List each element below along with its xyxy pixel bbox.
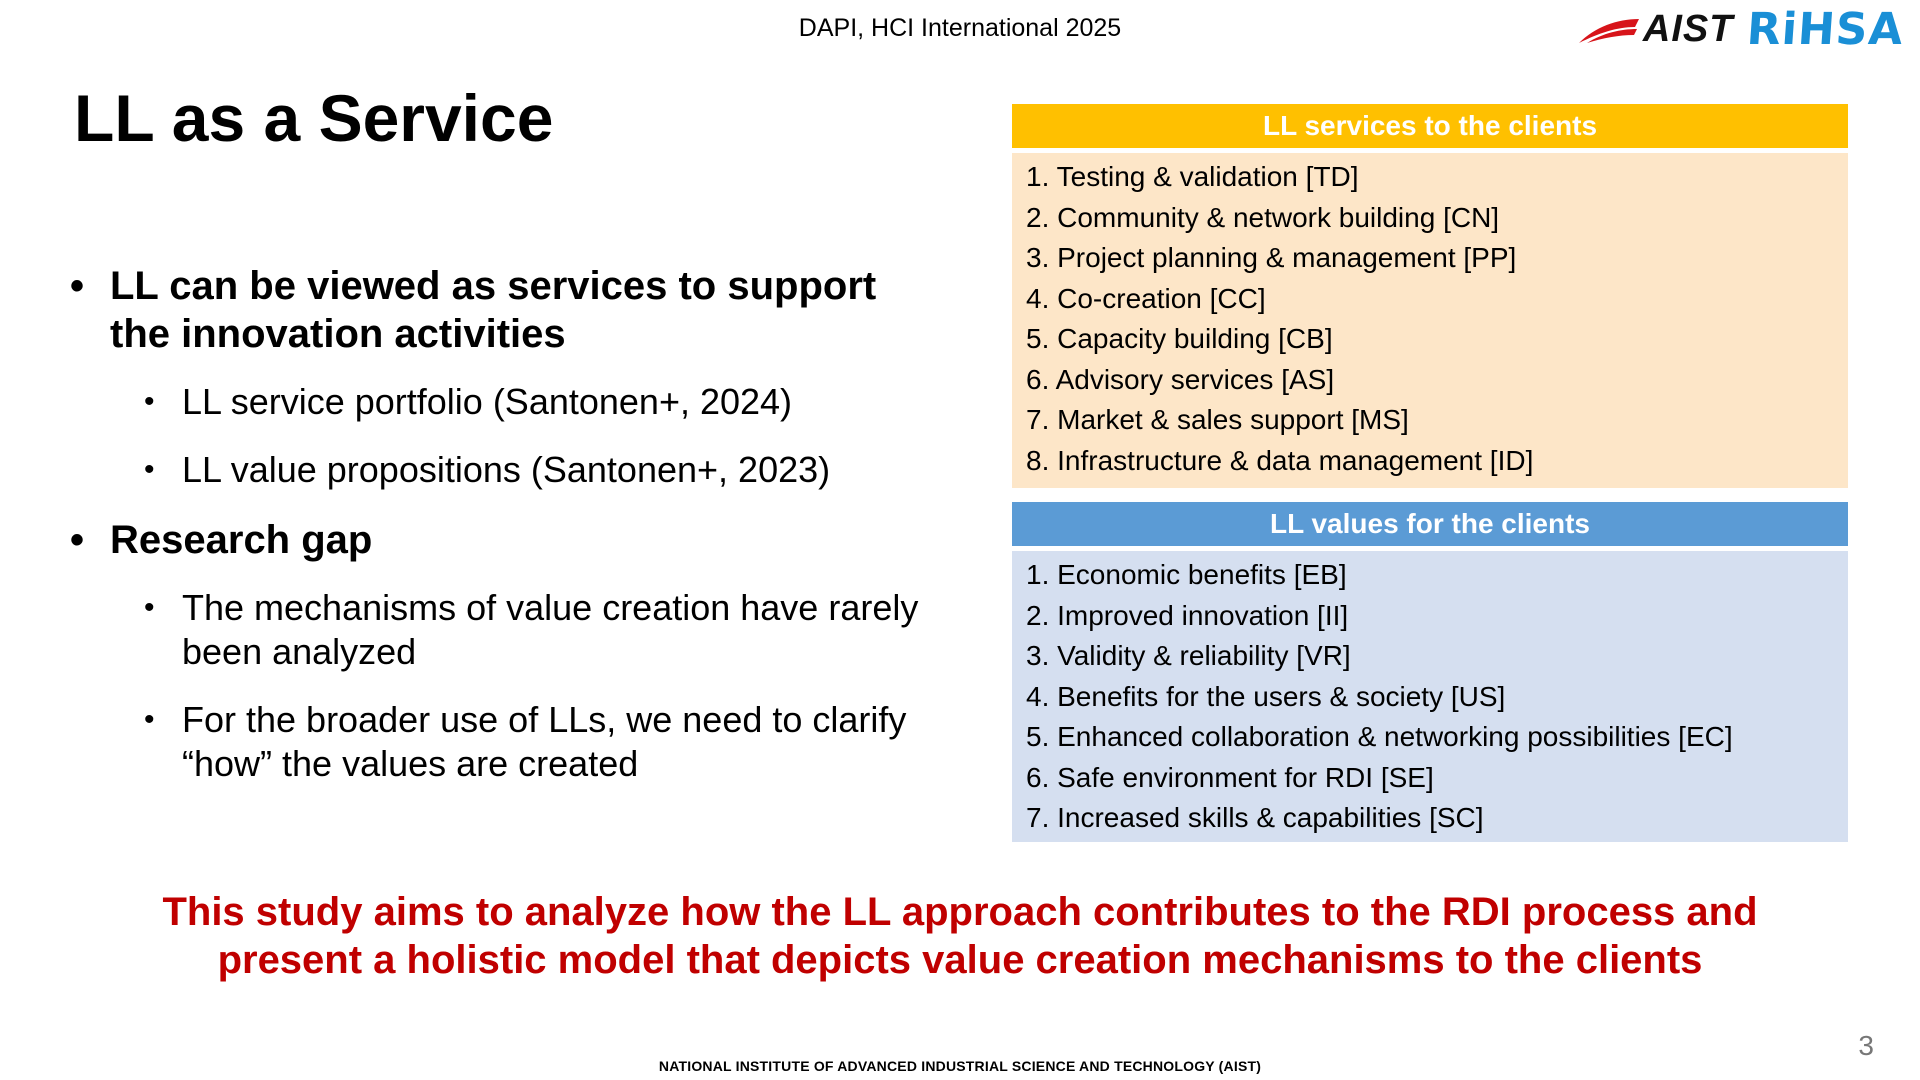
sub-bullet-item bbox=[70, 380, 940, 424]
service-item: 5. Capacity building [CB] bbox=[1026, 323, 1333, 354]
value-item: 5. Enhanced collaboration & networking possibilities [EC] bbox=[1026, 721, 1733, 752]
value-item: 2. Improved innovation [II] bbox=[1026, 599, 1349, 631]
bullet-item bbox=[70, 516, 940, 564]
bullet-dot: • bbox=[144, 703, 155, 736]
bullet-text: LL can be viewed as services to support the innovation activities bbox=[110, 264, 877, 356]
bullet-dot: • bbox=[70, 518, 85, 562]
services-panel bbox=[1012, 104, 1848, 488]
logos bbox=[1577, 4, 1904, 55]
service-item: 1. Testing & validation [TD] bbox=[1026, 161, 1359, 192]
conclusion-line: This study aims to analyze how the LL approach contributes to the RDI process and bbox=[162, 890, 1758, 934]
sub-bullet-text: LL value propositions (Santonen+, 2023) bbox=[182, 449, 831, 490]
rihsa-logo: RiHSA bbox=[1745, 4, 1906, 55]
footer-institute: NATIONAL INSTITUTE OF ADVANCED INDUSTRIAL SCIENCE AND TECHNOLOGY (AIST) bbox=[658, 1058, 1262, 1074]
service-item: 3. Project planning & management [PP] bbox=[1026, 242, 1517, 273]
service-item: 6. Advisory services [AS] bbox=[1026, 363, 1335, 395]
bullet-dot: • bbox=[144, 453, 155, 486]
service-item: 4. Co-creation [CC] bbox=[1026, 282, 1266, 314]
bullet-dot: • bbox=[144, 385, 155, 418]
services-list bbox=[1012, 153, 1848, 488]
aist-logo bbox=[1577, 8, 1734, 51]
sub-bullet-text: The mechanisms of value creation have rarely been analyzed bbox=[182, 587, 919, 672]
conclusion-line: present a holistic model that depicts value creation mechanisms to the clients bbox=[217, 938, 1703, 982]
bullet-dot: • bbox=[144, 591, 155, 624]
sub-bullet-text: For the broader use of LLs, we need to clarify “how” the values are created bbox=[182, 699, 907, 784]
bullet-list bbox=[70, 262, 940, 810]
sub-bullet-item bbox=[70, 698, 940, 786]
service-item: 2. Community & network building [CN] bbox=[1026, 201, 1500, 233]
aist-swoosh-icon bbox=[1577, 13, 1641, 47]
value-item: 4. Benefits for the users & society [US] bbox=[1026, 680, 1506, 712]
sub-bullet-item bbox=[70, 586, 940, 674]
values-list bbox=[1012, 551, 1848, 842]
services-panel-header: LL services to the clients bbox=[1012, 104, 1848, 148]
bullet-item bbox=[70, 262, 940, 358]
page-number: 3 bbox=[1858, 1030, 1874, 1061]
sub-bullet-item bbox=[70, 448, 940, 492]
value-item: 7. Increased skills & capabilities [SC] bbox=[1026, 802, 1484, 833]
conclusion-statement bbox=[0, 888, 1920, 984]
bullet-text: Research gap bbox=[110, 518, 373, 562]
values-panel-header: LL values for the clients bbox=[1012, 502, 1848, 546]
slide-title: LL as a Service bbox=[74, 81, 554, 155]
service-item: 8. Infrastructure & data management [ID] bbox=[1026, 444, 1534, 476]
bullet-dot: • bbox=[70, 264, 85, 308]
value-item: 1. Economic benefits [EB] bbox=[1026, 559, 1347, 590]
value-item: 6. Safe environment for RDI [SE] bbox=[1026, 761, 1434, 793]
conference-label: DAPI, HCI International 2025 bbox=[798, 14, 1122, 42]
sub-bullet-text: LL service portfolio (Santonen+, 2024) bbox=[182, 381, 793, 422]
service-item: 7. Market & sales support [MS] bbox=[1026, 404, 1409, 435]
values-panel bbox=[1012, 502, 1848, 842]
value-item: 3. Validity & reliability [VR] bbox=[1026, 640, 1351, 671]
aist-logo-text: AIST bbox=[1642, 8, 1734, 50]
